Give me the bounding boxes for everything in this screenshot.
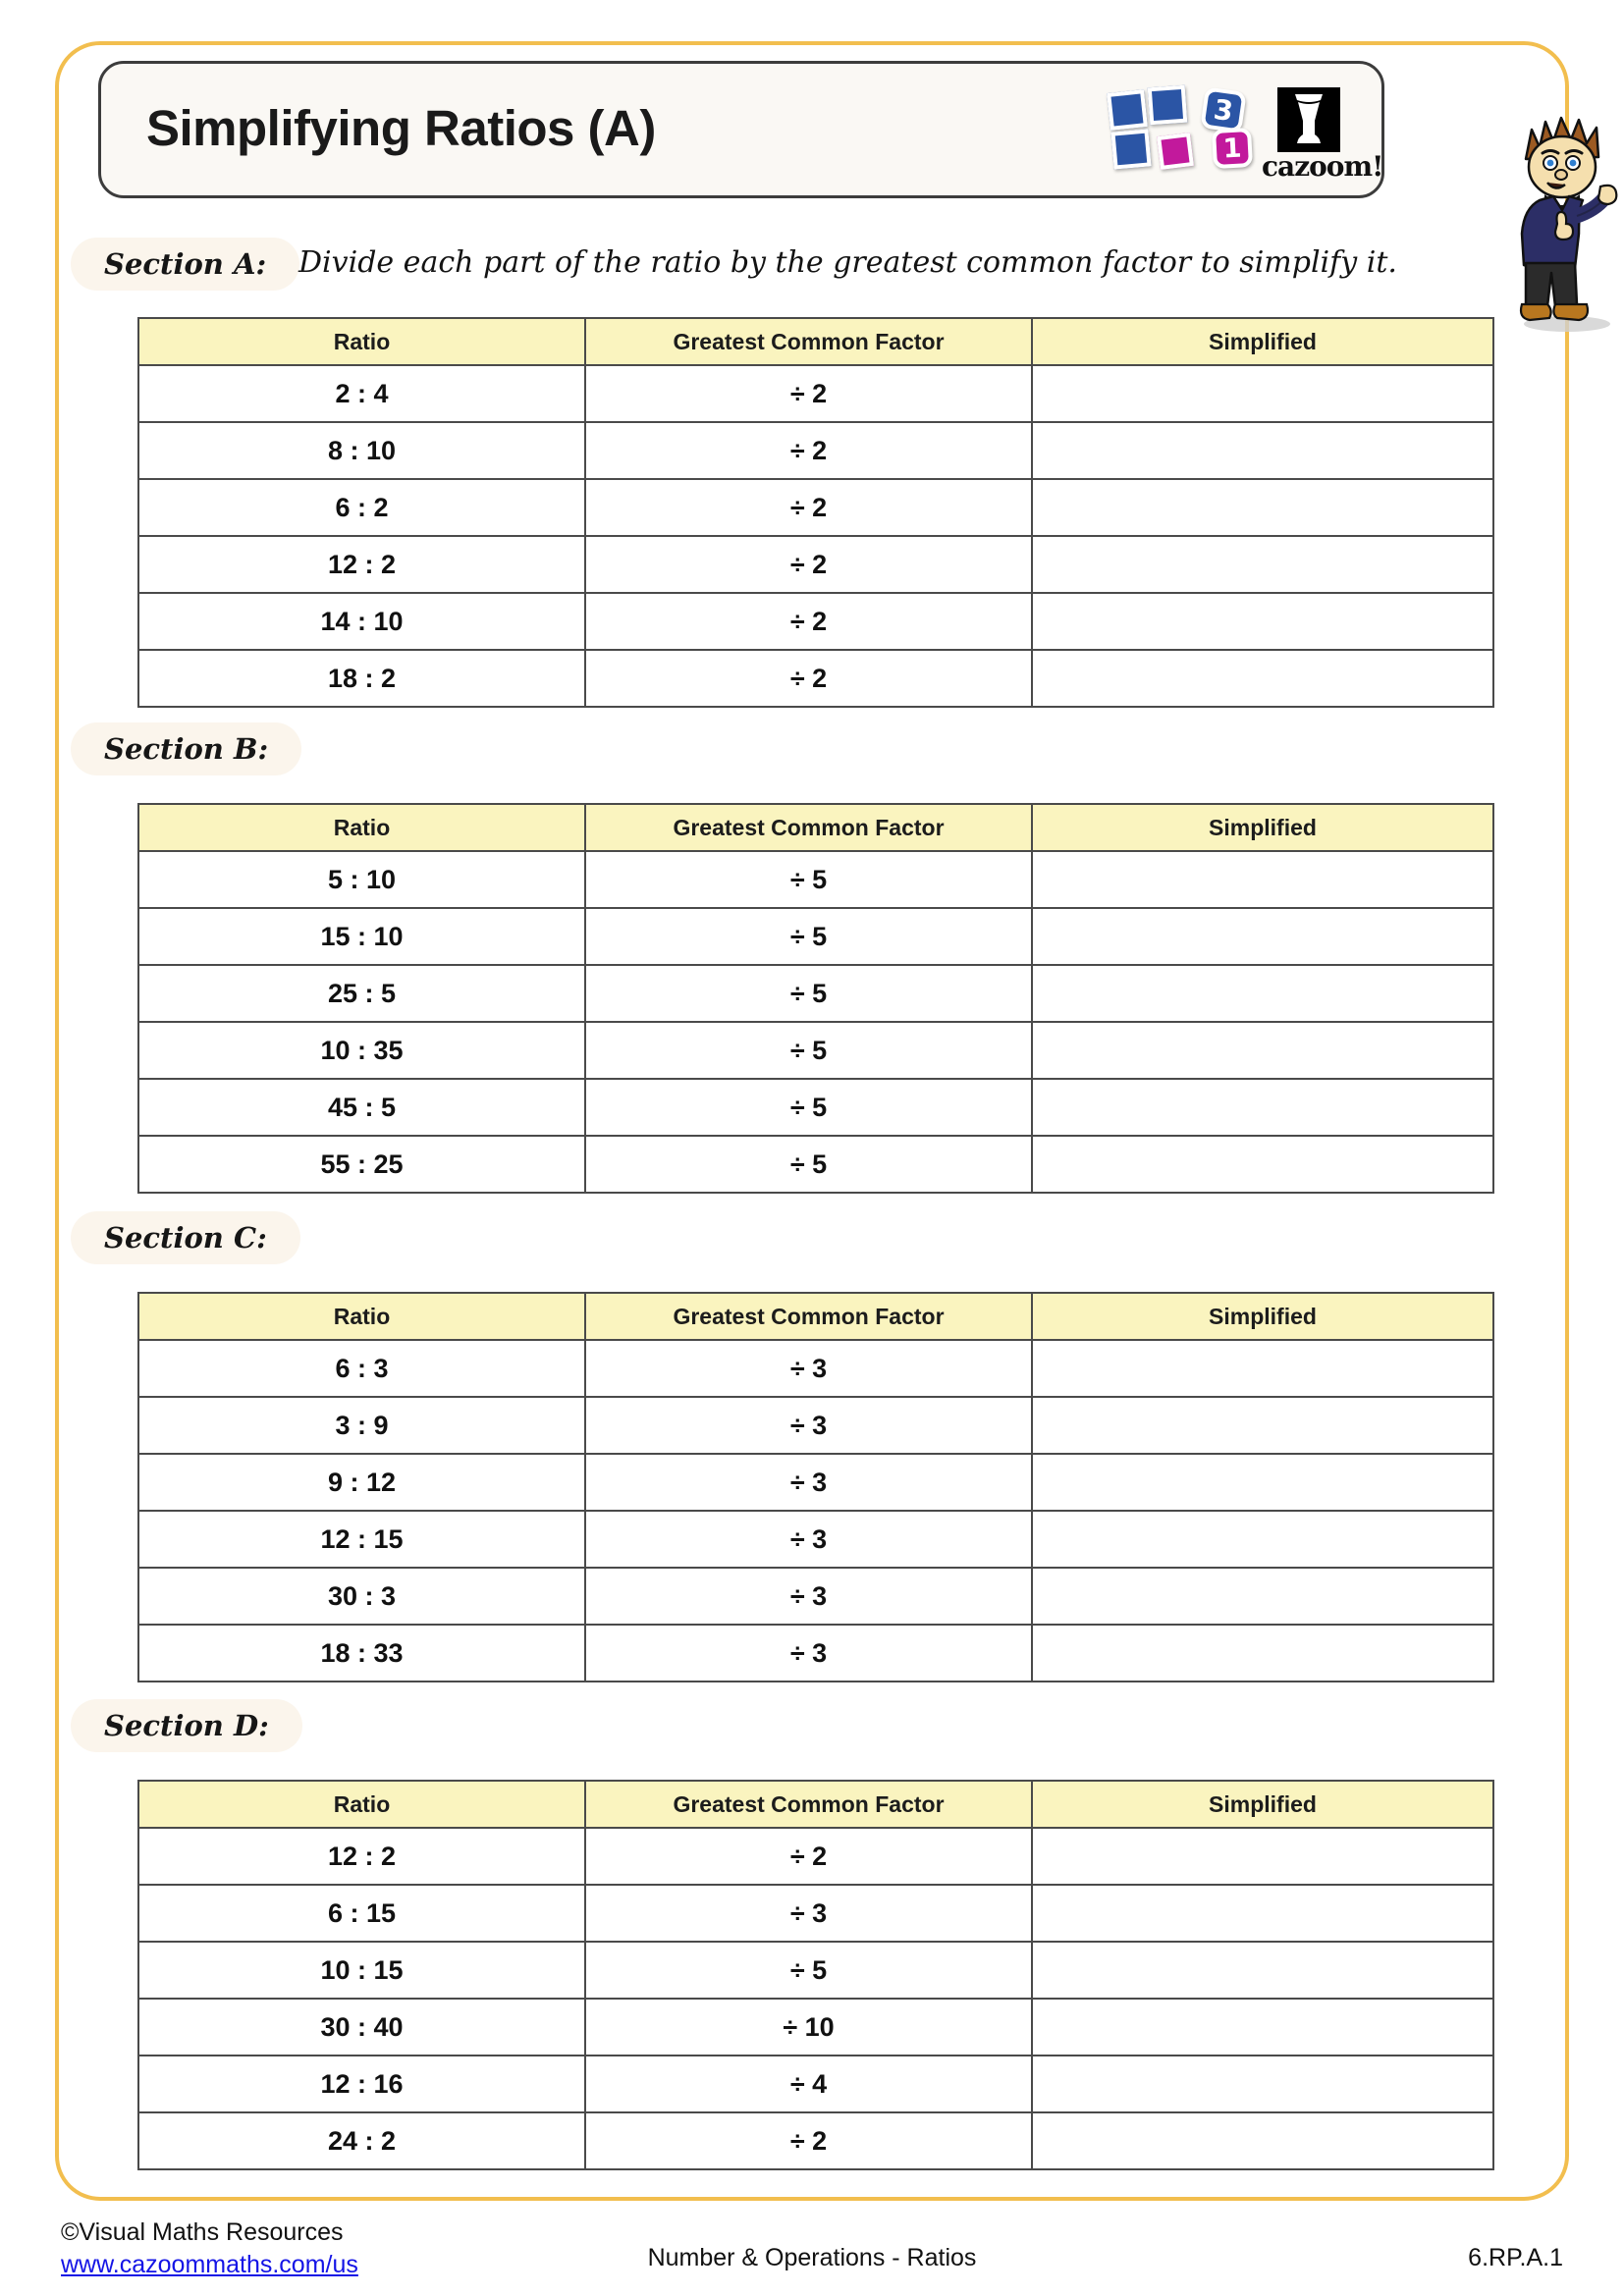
cell-gcf: ÷ 5: [585, 1942, 1032, 1999]
table-row: [138, 1340, 1493, 1397]
table-row: [138, 650, 1493, 707]
logo-square-blue-3: [1110, 129, 1151, 169]
table-header-row: [138, 1293, 1493, 1340]
cell-gcf: ÷ 3: [585, 1625, 1032, 1682]
table-row: [138, 479, 1493, 536]
cell-ratio: 25 : 5: [138, 965, 585, 1022]
table-row: [138, 1454, 1493, 1511]
table-row: [138, 422, 1493, 479]
cell-simplified-answer[interactable]: [1032, 2112, 1493, 2169]
cell-ratio: 6 : 2: [138, 479, 585, 536]
drum-icon: [1291, 91, 1326, 148]
cell-simplified-answer[interactable]: [1032, 1022, 1493, 1079]
column-header-simplified: Simplified: [1032, 804, 1493, 851]
cell-ratio: 12 : 15: [138, 1511, 585, 1568]
cell-simplified-answer[interactable]: [1032, 422, 1493, 479]
cell-simplified-answer[interactable]: [1032, 1454, 1493, 1511]
cell-simplified-answer[interactable]: [1032, 2056, 1493, 2112]
table-row: [138, 593, 1493, 650]
column-header-gcf: Greatest Common Factor: [585, 318, 1032, 365]
section-b-label: Section B:: [104, 732, 269, 766]
table-header-row: [138, 318, 1493, 365]
cell-simplified-answer[interactable]: [1032, 1136, 1493, 1193]
logo-brand-text: cazoom!: [1262, 150, 1383, 183]
column-header-ratio: Ratio: [138, 804, 585, 851]
table-header-row: [138, 804, 1493, 851]
cell-ratio: 5 : 10: [138, 851, 585, 908]
cell-gcf: ÷ 2: [585, 1828, 1032, 1885]
cell-gcf: ÷ 5: [585, 1022, 1032, 1079]
logo-tile-one: 1: [1212, 128, 1253, 169]
table-row: [138, 851, 1493, 908]
section-c-label: Section C:: [104, 1221, 267, 1255]
cell-ratio: 18 : 2: [138, 650, 585, 707]
cell-gcf: ÷ 5: [585, 908, 1032, 965]
cell-ratio: 10 : 35: [138, 1022, 585, 1079]
section-a-label: Section A:: [104, 247, 267, 281]
cell-ratio: 15 : 10: [138, 908, 585, 965]
section-c-pill: [71, 1211, 300, 1264]
cell-gcf: ÷ 3: [585, 1511, 1032, 1568]
section-c-table: [137, 1292, 1494, 1682]
table-header-row: [138, 1781, 1493, 1828]
table-row: [138, 965, 1493, 1022]
cell-ratio: 10 : 15: [138, 1942, 585, 1999]
cell-gcf: ÷ 4: [585, 2056, 1032, 2112]
table-row: [138, 2112, 1493, 2169]
section-a-pill: [71, 238, 299, 291]
table-row: [138, 1136, 1493, 1193]
table-row: [138, 1828, 1493, 1885]
cell-ratio: 12 : 2: [138, 536, 585, 593]
table-row: [138, 365, 1493, 422]
cell-gcf: ÷ 10: [585, 1999, 1032, 2056]
column-header-simplified: Simplified: [1032, 318, 1493, 365]
section-b-table: [137, 803, 1494, 1194]
cell-simplified-answer[interactable]: [1032, 851, 1493, 908]
footer-website-link[interactable]: www.cazoommaths.com/us: [61, 2251, 358, 2278]
cell-ratio: 6 : 3: [138, 1340, 585, 1397]
mascot-illustration: [1504, 108, 1624, 334]
column-header-gcf: Greatest Common Factor: [585, 1293, 1032, 1340]
section-a-instruction: Divide each part of the ratio by the greatest common factor to simplify it.: [298, 245, 1397, 280]
cell-simplified-answer[interactable]: [1032, 908, 1493, 965]
cell-gcf: ÷ 5: [585, 1136, 1032, 1193]
column-header-gcf: Greatest Common Factor: [585, 1781, 1032, 1828]
cell-ratio: 9 : 12: [138, 1454, 585, 1511]
logo-square-blue-2: [1148, 85, 1188, 126]
column-header-ratio: Ratio: [138, 1781, 585, 1828]
cell-gcf: ÷ 2: [585, 479, 1032, 536]
cell-ratio: 30 : 40: [138, 1999, 585, 2056]
cell-gcf: ÷ 2: [585, 365, 1032, 422]
table-row: [138, 536, 1493, 593]
cell-simplified-answer[interactable]: [1032, 1942, 1493, 1999]
cell-ratio: 30 : 3: [138, 1568, 585, 1625]
page-title: Simplifying Ratios (A): [146, 100, 656, 156]
cell-gcf: ÷ 2: [585, 2112, 1032, 2169]
worksheet-header: [98, 61, 1384, 198]
cell-ratio: 24 : 2: [138, 2112, 585, 2169]
footer-topic: Number & Operations - Ratios: [647, 2244, 977, 2271]
cell-gcf: ÷ 5: [585, 851, 1032, 908]
cell-ratio: 6 : 15: [138, 1885, 585, 1942]
cell-simplified-answer[interactable]: [1032, 1828, 1493, 1885]
table-row: [138, 1568, 1493, 1625]
table-row: [138, 1511, 1493, 1568]
cell-ratio: 14 : 10: [138, 593, 585, 650]
cell-ratio: 8 : 10: [138, 422, 585, 479]
table-row: [138, 1942, 1493, 1999]
section-a-table: [137, 317, 1494, 708]
cell-simplified-answer[interactable]: [1032, 1511, 1493, 1568]
cell-gcf: ÷ 2: [585, 536, 1032, 593]
cell-simplified-answer[interactable]: [1032, 1885, 1493, 1942]
title-box: [98, 61, 1384, 198]
logo-tile-three: 3: [1200, 86, 1246, 133]
column-header-ratio: Ratio: [138, 318, 585, 365]
cell-gcf: ÷ 2: [585, 650, 1032, 707]
cell-ratio: 3 : 9: [138, 1397, 585, 1454]
cell-simplified-answer[interactable]: [1032, 1625, 1493, 1682]
cell-gcf: ÷ 5: [585, 1079, 1032, 1136]
cell-gcf: ÷ 3: [585, 1885, 1032, 1942]
table-row: [138, 1397, 1493, 1454]
table-row: [138, 1079, 1493, 1136]
cell-simplified-answer[interactable]: [1032, 965, 1493, 1022]
cell-simplified-answer[interactable]: [1032, 536, 1493, 593]
cell-gcf: ÷ 3: [585, 1397, 1032, 1454]
cell-simplified-answer[interactable]: [1032, 593, 1493, 650]
table-row: [138, 1885, 1493, 1942]
cell-ratio: 12 : 16: [138, 2056, 585, 2112]
cell-ratio: 55 : 25: [138, 1136, 585, 1193]
cell-gcf: ÷ 3: [585, 1568, 1032, 1625]
column-header-gcf: Greatest Common Factor: [585, 804, 1032, 851]
table-row: [138, 2056, 1493, 2112]
table-row: [138, 908, 1493, 965]
cazoom-logo: [1105, 83, 1383, 186]
page-footer: [0, 2216, 1624, 2295]
section-b-pill: [71, 722, 301, 775]
section-d-table: [137, 1780, 1494, 2170]
cell-gcf: ÷ 5: [585, 965, 1032, 1022]
column-header-simplified: Simplified: [1032, 1293, 1493, 1340]
cell-ratio: 18 : 33: [138, 1625, 585, 1682]
table-row: [138, 1022, 1493, 1079]
logo-square-magenta-1: [1157, 133, 1194, 170]
footer-copyright: ©Visual Maths Resources: [61, 2218, 344, 2246]
footer-standard-code: 6.RP.A.1: [1468, 2244, 1563, 2271]
cell-simplified-answer[interactable]: [1032, 365, 1493, 422]
cell-simplified-answer[interactable]: [1032, 1340, 1493, 1397]
cell-gcf: ÷ 3: [585, 1340, 1032, 1397]
cell-ratio: 2 : 4: [138, 365, 585, 422]
cell-simplified-answer[interactable]: [1032, 1568, 1493, 1625]
cell-gcf: ÷ 3: [585, 1454, 1032, 1511]
section-d-label: Section D:: [104, 1709, 269, 1742]
logo-drum-box: [1277, 87, 1340, 152]
cell-simplified-answer[interactable]: [1032, 650, 1493, 707]
cell-ratio: 45 : 5: [138, 1079, 585, 1136]
cell-simplified-answer[interactable]: [1032, 1397, 1493, 1454]
cell-simplified-answer[interactable]: [1032, 1079, 1493, 1136]
cell-simplified-answer[interactable]: [1032, 1999, 1493, 2056]
table-row: [138, 1625, 1493, 1682]
cell-ratio: 12 : 2: [138, 1828, 585, 1885]
section-d-pill: [71, 1699, 302, 1752]
cell-simplified-answer[interactable]: [1032, 479, 1493, 536]
column-header-ratio: Ratio: [138, 1293, 585, 1340]
table-row: [138, 1999, 1493, 2056]
logo-square-blue-1: [1107, 89, 1148, 131]
column-header-simplified: Simplified: [1032, 1781, 1493, 1828]
cell-gcf: ÷ 2: [585, 593, 1032, 650]
cell-gcf: ÷ 2: [585, 422, 1032, 479]
